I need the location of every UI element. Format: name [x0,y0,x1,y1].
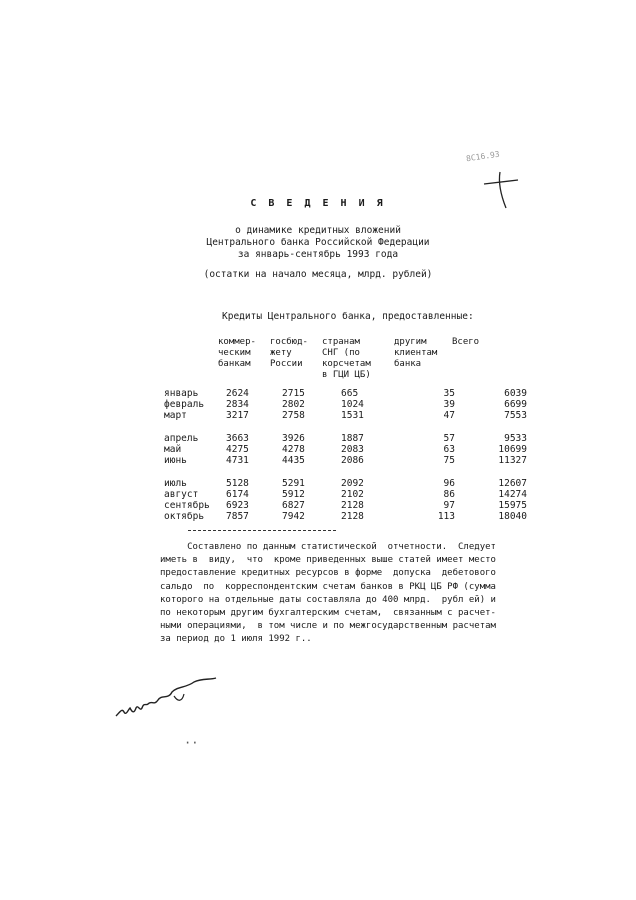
value-cell: 9533 [504,433,527,444]
table-row [164,489,527,500]
column-header-cis-countries: странам СНГ (по корсчетам в ГЦИ ЦБ) [322,337,371,380]
table-row [164,388,527,399]
document-title: С В Е Д Е Н И Я [250,198,386,209]
value-cell: 1024 [341,399,364,410]
value-cell: 39 [443,399,455,410]
value-cell: 2102 [341,489,364,500]
value-cell: 5291 [282,478,305,489]
value-cell: 96 [443,478,455,489]
value-cell: 3663 [226,433,249,444]
subtitle-line-2: Центрального банка Российской Федерации [206,237,430,248]
value-cell: 3926 [282,433,305,444]
value-cell: 4278 [282,444,305,455]
footnote-line: сальдо по корреспондентским счетам банков в РКЦ ЦБ РФ (сумма [160,581,496,592]
value-cell: 7857 [226,511,249,522]
table-row [164,399,527,410]
footnote-line: за период до 1 июля 1992 г.. [160,634,312,645]
value-cell: 75 [443,455,455,466]
value-cell: 3217 [226,410,249,421]
value-cell: 15975 [498,500,527,511]
value-cell: 2086 [341,455,364,466]
divider-rule [188,530,336,531]
value-cell: 35 [443,388,455,399]
value-cell: 2092 [341,478,364,489]
month-label: январь [164,388,199,399]
value-cell: 6699 [504,399,527,410]
value-cell: 2802 [282,399,305,410]
value-cell: 2624 [226,388,249,399]
value-cell: 2128 [341,500,364,511]
value-cell: 57 [443,433,455,444]
column-header-state-budget: госбюд- жету России [270,337,308,369]
table-row [164,410,527,421]
table-title: Кредиты Центрального банка, предоставленные: [222,311,474,322]
column-header-total: Всего [452,337,480,347]
value-cell: 5912 [282,489,305,500]
archive-stamp: 8С16.93 [465,149,501,164]
table-row [164,455,527,466]
month-label: июнь [164,455,187,466]
footnote-line: которого на отдельные даты составляла до 400 млрд. рубл ей) и [160,594,496,605]
credit-table [164,388,527,522]
value-cell: 4731 [226,455,249,466]
units-note: (остатки на начало месяца, млрд. рублей) [203,269,433,280]
month-label: май [164,444,182,455]
value-cell: 7942 [282,511,305,522]
value-cell: 97 [443,500,455,511]
value-cell: 1887 [341,433,364,444]
table-row [164,433,527,444]
month-label: апрель [164,433,199,444]
table-row [164,444,527,455]
table-row [164,500,527,511]
value-cell: 665 [341,388,359,399]
value-cell: 86 [443,489,455,500]
month-label: март [164,410,187,421]
footnote-line: по некоторым другим бухгалтерским счетам, связанным с расчет- [160,608,496,619]
table-row [164,478,527,489]
value-cell: 7553 [504,410,527,421]
value-cell: 18040 [498,511,527,522]
value-cell: 6923 [226,500,249,511]
value-cell: 6827 [282,500,305,511]
scan-speck: ·· [184,736,199,750]
footnote-line: Составлено по данным статистической отчетности. Следует [160,542,496,552]
group-spacer [164,466,527,478]
subtitle-line-3: за январь-сентябрь 1993 года [237,249,399,260]
value-cell: 11327 [498,455,527,466]
value-cell: 47 [443,410,455,421]
value-cell: 6039 [504,388,527,399]
footnote-line: предоставление кредитных ресурсов в форме допуска дебетового [160,568,496,579]
month-label: июль [164,478,187,489]
footnote-line: ными операциями, в том числе и по межгосударственным расчетам [160,621,496,632]
value-cell: 5128 [226,478,249,489]
signature-mark [112,672,222,722]
value-cell: 6174 [226,489,249,500]
value-cell: 2128 [341,511,364,522]
column-header-other-clients: другим клиентам банка [394,337,438,369]
month-label: февраль [164,399,205,410]
value-cell: 2758 [282,410,305,421]
value-cell: 113 [437,511,455,522]
value-cell: 2834 [226,399,249,410]
table-row [164,511,527,522]
value-cell: 2083 [341,444,364,455]
value-cell: 4275 [226,444,249,455]
footnote [160,541,500,647]
group-spacer [164,421,527,433]
column-header-commercial-banks: коммер- ческим банкам [218,337,256,369]
month-label: август [164,489,199,500]
value-cell: 63 [443,444,455,455]
month-label: сентябрь [164,500,210,511]
value-cell: 2715 [282,388,305,399]
value-cell: 4435 [282,455,305,466]
value-cell: 10699 [498,444,527,455]
value-cell: 14274 [498,489,527,500]
subtitle-line-1: о динамике кредитных вложений [235,225,401,236]
footnote-line: иметь в виду, что кроме приведенных выше статей имеет место [160,555,496,566]
value-cell: 1531 [341,410,364,421]
value-cell: 12607 [498,478,527,489]
month-label: октябрь [164,511,205,522]
